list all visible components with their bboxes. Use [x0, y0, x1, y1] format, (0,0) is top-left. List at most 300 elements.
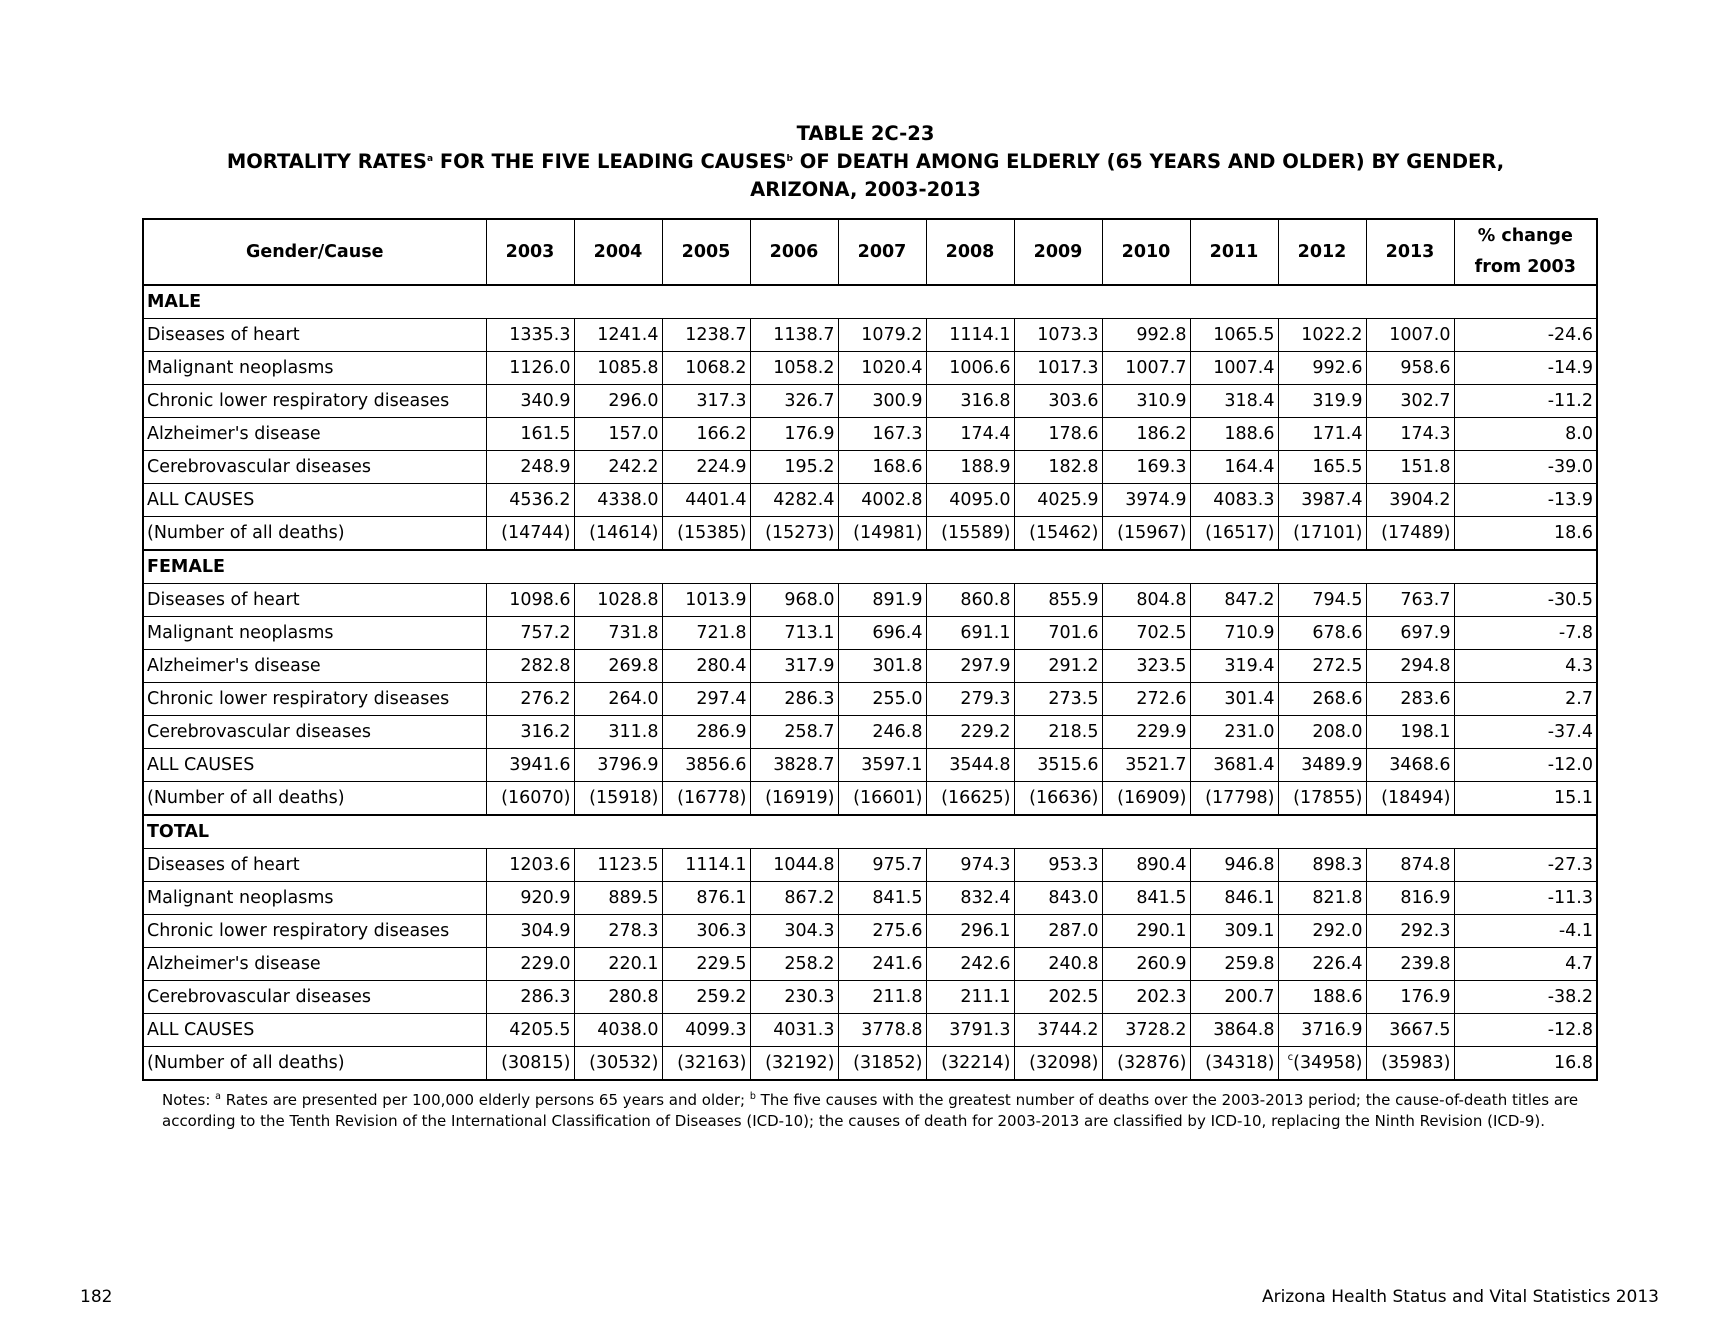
table-cell: (16919): [750, 782, 838, 816]
table-cell: 311.8: [574, 716, 662, 749]
pct-change-cell: 16.8: [1454, 1047, 1597, 1081]
pct-change-cell: -4.1: [1454, 915, 1597, 948]
table-cell: 992.6: [1278, 352, 1366, 385]
pct-change-cell: -7.8: [1454, 617, 1597, 650]
table-cell: 242.2: [574, 451, 662, 484]
table-cell: 3681.4: [1190, 749, 1278, 782]
table-cell: 178.6: [1014, 418, 1102, 451]
header-year: 2013: [1366, 219, 1454, 285]
table-row: [143, 451, 1597, 484]
table-cell: (15918): [574, 782, 662, 816]
table-cell: (15385): [662, 517, 750, 551]
table-cell: 1068.2: [662, 352, 750, 385]
row-label: Malignant neoplasms: [143, 352, 486, 385]
table-row: [143, 749, 1597, 782]
table-cell: 258.7: [750, 716, 838, 749]
table-cell: (17798): [1190, 782, 1278, 816]
table-cell: (14981): [838, 517, 926, 551]
table-cell: 874.8: [1366, 849, 1454, 882]
table-cell: 846.1: [1190, 882, 1278, 915]
table-cell: 151.8: [1366, 451, 1454, 484]
table-cell: 3856.6: [662, 749, 750, 782]
row-label: (Number of all deaths): [143, 517, 486, 551]
table-cell: 290.1: [1102, 915, 1190, 948]
table-cell: 691.1: [926, 617, 1014, 650]
table-cell: 1022.2: [1278, 319, 1366, 352]
row-label: Alzheimer's disease: [143, 418, 486, 451]
table-cell: 240.8: [1014, 948, 1102, 981]
table-cell: 855.9: [1014, 584, 1102, 617]
table-cell: 975.7: [838, 849, 926, 882]
table-cell: 1017.3: [1014, 352, 1102, 385]
pct-change-cell: 18.6: [1454, 517, 1597, 551]
pct-change-cell: 8.0: [1454, 418, 1597, 451]
table-cell: 721.8: [662, 617, 750, 650]
table-cell: 1079.2: [838, 319, 926, 352]
table-cell: 229.5: [662, 948, 750, 981]
table-cell: 757.2: [486, 617, 574, 650]
table-cell: 1028.8: [574, 584, 662, 617]
row-label: Diseases of heart: [143, 849, 486, 882]
table-cell: 242.6: [926, 948, 1014, 981]
table-cell: 229.0: [486, 948, 574, 981]
table-cell: (17489): [1366, 517, 1454, 551]
table-cell: 860.8: [926, 584, 1014, 617]
table-row: [143, 882, 1597, 915]
table-cell: 157.0: [574, 418, 662, 451]
table-cell: 1020.4: [838, 352, 926, 385]
table-cell: 1006.6: [926, 352, 1014, 385]
table-cell: 696.4: [838, 617, 926, 650]
notes-footnote-a: a: [215, 1091, 221, 1102]
table-cell: 211.1: [926, 981, 1014, 1014]
pct-change-cell: 15.1: [1454, 782, 1597, 816]
table-cell: (34318): [1190, 1047, 1278, 1081]
table-cell: (32214): [926, 1047, 1014, 1081]
pct-change-cell: 4.3: [1454, 650, 1597, 683]
table-cell: 794.5: [1278, 584, 1366, 617]
table-cell: (15967): [1102, 517, 1190, 551]
header-year: 2004: [574, 219, 662, 285]
table-cell: 889.5: [574, 882, 662, 915]
table-cell: 1114.1: [926, 319, 1014, 352]
table-cell: 3904.2: [1366, 484, 1454, 517]
table-cell: 3974.9: [1102, 484, 1190, 517]
notes-text-b: The five causes with the greatest number of deaths over the 2003-2013 period; the cause-of-death titles are according to the Tenth Revision of the International Classification of Diseases (ICD-10); the causes of death for 2003-2013 are classified by ICD-10, replacing the Ninth Revision (ICD-9).: [162, 1091, 1579, 1130]
table-row: [143, 385, 1597, 418]
table-cell: 4095.0: [926, 484, 1014, 517]
row-label: Cerebrovascular diseases: [143, 451, 486, 484]
table-cell: 186.2: [1102, 418, 1190, 451]
table-subtitle: ARIZONA, 2003-2013: [750, 178, 981, 201]
table-cell: 169.3: [1102, 451, 1190, 484]
table-cell: 968.0: [750, 584, 838, 617]
title-part2: FOR THE FIVE LEADING CAUSES: [433, 150, 787, 173]
cell-footnote-mark: c: [1287, 1052, 1294, 1063]
table-cell: 317.9: [750, 650, 838, 683]
table-cell: 890.4: [1102, 849, 1190, 882]
table-cell: 283.6: [1366, 683, 1454, 716]
table-cell: 279.3: [926, 683, 1014, 716]
table-cell: 167.3: [838, 418, 926, 451]
table-cell: 272.6: [1102, 683, 1190, 716]
cell-value: (34958): [1293, 1053, 1363, 1073]
table-row: [143, 981, 1597, 1014]
table-cell: 4536.2: [486, 484, 574, 517]
table-cell: 697.9: [1366, 617, 1454, 650]
table-cell: (32163): [662, 1047, 750, 1081]
table-cell: 1044.8: [750, 849, 838, 882]
table-cell: (31852): [838, 1047, 926, 1081]
table-cell: 974.3: [926, 849, 1014, 882]
table-cell: 318.4: [1190, 385, 1278, 418]
pct-change-cell: -27.3: [1454, 849, 1597, 882]
table-cell: 702.5: [1102, 617, 1190, 650]
table-cell: 264.0: [574, 683, 662, 716]
table-cell: 1007.7: [1102, 352, 1190, 385]
table-cell: 198.1: [1366, 716, 1454, 749]
section-label: TOTAL: [143, 815, 1597, 849]
notes-text-a: Rates are presented per 100,000 elderly persons 65 years and older;: [220, 1091, 750, 1109]
table-cell: 286.3: [750, 683, 838, 716]
header-year: 2011: [1190, 219, 1278, 285]
table-cell: 296.0: [574, 385, 662, 418]
header-year: 2003: [486, 219, 574, 285]
table-row: [143, 915, 1597, 948]
mortality-table: [142, 218, 1598, 1081]
table-cell: 188.9: [926, 451, 1014, 484]
table-cell: (14744): [486, 517, 574, 551]
pct-change-cell: -14.9: [1454, 352, 1597, 385]
table-cell: 319.4: [1190, 650, 1278, 683]
table-cell: 302.7: [1366, 385, 1454, 418]
table-cell: 340.9: [486, 385, 574, 418]
table-cell: 269.8: [574, 650, 662, 683]
table-cell: 291.2: [1014, 650, 1102, 683]
table-cell: 3791.3: [926, 1014, 1014, 1047]
table-cell: 1007.0: [1366, 319, 1454, 352]
section-label: FEMALE: [143, 550, 1597, 584]
table-cell: 1238.7: [662, 319, 750, 352]
table-cell: 218.5: [1014, 716, 1102, 749]
table-cell: 275.6: [838, 915, 926, 948]
table-row: [143, 517, 1597, 551]
table-row: [143, 650, 1597, 683]
table-cell: 316.8: [926, 385, 1014, 418]
table-cell: 3778.8: [838, 1014, 926, 1047]
table-cell: 4282.4: [750, 484, 838, 517]
row-label: Alzheimer's disease: [143, 948, 486, 981]
table-cell: 710.9: [1190, 617, 1278, 650]
table-cell: 229.2: [926, 716, 1014, 749]
table-cell: 182.8: [1014, 451, 1102, 484]
table-cell: 273.5: [1014, 683, 1102, 716]
table-cell: 296.1: [926, 915, 1014, 948]
table-cell: (15462): [1014, 517, 1102, 551]
table-cell: 946.8: [1190, 849, 1278, 882]
table-cell: 1073.3: [1014, 319, 1102, 352]
table-cell: 297.4: [662, 683, 750, 716]
table-cell: (30532): [574, 1047, 662, 1081]
table-cell: 176.9: [1366, 981, 1454, 1014]
table-cell: 323.5: [1102, 650, 1190, 683]
table-row: [143, 683, 1597, 716]
table-cell: 1085.8: [574, 352, 662, 385]
pct-change-cell: -11.2: [1454, 385, 1597, 418]
table-cell: 3597.1: [838, 749, 926, 782]
pct-change-cell: -11.3: [1454, 882, 1597, 915]
table-cell: 164.4: [1190, 451, 1278, 484]
header-year: 2006: [750, 219, 838, 285]
table-cell: 1114.1: [662, 849, 750, 882]
table-row: [143, 849, 1597, 882]
table-cell: 4038.0: [574, 1014, 662, 1047]
pct-change-cell: -24.6: [1454, 319, 1597, 352]
table-cell: 168.6: [838, 451, 926, 484]
table-cell: 287.0: [1014, 915, 1102, 948]
table-cell: 319.9: [1278, 385, 1366, 418]
pct-change-cell: -39.0: [1454, 451, 1597, 484]
title-footnote-a: a: [426, 154, 434, 164]
table-cell: 867.2: [750, 882, 838, 915]
header-year: 2009: [1014, 219, 1102, 285]
table-cell: (16070): [486, 782, 574, 816]
row-label: (Number of all deaths): [143, 1047, 486, 1081]
pct-change-cell: -12.8: [1454, 1014, 1597, 1047]
table-cell: 843.0: [1014, 882, 1102, 915]
table-cell: 230.3: [750, 981, 838, 1014]
table-cell: (14614): [574, 517, 662, 551]
table-cell: 280.8: [574, 981, 662, 1014]
table-cell: 3796.9: [574, 749, 662, 782]
table-cell: 701.6: [1014, 617, 1102, 650]
table-cell: 1335.3: [486, 319, 574, 352]
table-cell: 841.5: [1102, 882, 1190, 915]
table-cell: (16636): [1014, 782, 1102, 816]
table-cell: 226.4: [1278, 948, 1366, 981]
table-cell: (35983): [1366, 1047, 1454, 1081]
header-year: 2010: [1102, 219, 1190, 285]
table-cell: 161.5: [486, 418, 574, 451]
table-cell: (16909): [1102, 782, 1190, 816]
table-cell: 1013.9: [662, 584, 750, 617]
table-cell: 166.2: [662, 418, 750, 451]
table-cell: [1278, 1047, 1366, 1081]
table-cell: 294.8: [1366, 650, 1454, 683]
table-cell: (32876): [1102, 1047, 1190, 1081]
header-pct-line1: % change: [1477, 226, 1573, 246]
table-cell: 202.5: [1014, 981, 1102, 1014]
table-cell: 241.6: [838, 948, 926, 981]
row-label: Alzheimer's disease: [143, 650, 486, 683]
table-row: [143, 782, 1597, 816]
table-cell: (15589): [926, 517, 1014, 551]
table-cell: 3728.2: [1102, 1014, 1190, 1047]
table-cell: 259.2: [662, 981, 750, 1014]
notes-footnote-b: b: [749, 1091, 756, 1102]
table-cell: 1007.4: [1190, 352, 1278, 385]
table-title: [0, 148, 1731, 176]
header-gender-cause: Gender/Cause: [143, 219, 486, 285]
table-number: TABLE 2C-23: [796, 122, 935, 145]
title-part1: MORTALITY RATES: [226, 150, 427, 173]
table-cell: 731.8: [574, 617, 662, 650]
pct-change-cell: 4.7: [1454, 948, 1597, 981]
header-year: 2005: [662, 219, 750, 285]
table-cell: 3667.5: [1366, 1014, 1454, 1047]
table-cell: 301.8: [838, 650, 926, 683]
table-cell: 211.8: [838, 981, 926, 1014]
table-row: [143, 948, 1597, 981]
table-cell: 4099.3: [662, 1014, 750, 1047]
table-cell: 304.3: [750, 915, 838, 948]
table-cell: 202.3: [1102, 981, 1190, 1014]
row-label: Chronic lower respiratory diseases: [143, 683, 486, 716]
table-cell: 891.9: [838, 584, 926, 617]
table-cell: (15273): [750, 517, 838, 551]
table-cell: 259.8: [1190, 948, 1278, 981]
table-cell: 841.5: [838, 882, 926, 915]
table-row: [143, 484, 1597, 517]
table-cell: 224.9: [662, 451, 750, 484]
table-cell: 300.9: [838, 385, 926, 418]
table-notes: [162, 1090, 1602, 1132]
table-cell: 3987.4: [1278, 484, 1366, 517]
table-cell: 246.8: [838, 716, 926, 749]
table-row: [143, 584, 1597, 617]
table-cell: 208.0: [1278, 716, 1366, 749]
table-cell: 4083.3: [1190, 484, 1278, 517]
table-cell: 763.7: [1366, 584, 1454, 617]
table-cell: 1098.6: [486, 584, 574, 617]
table-cell: (16601): [838, 782, 926, 816]
table-cell: (16625): [926, 782, 1014, 816]
table-cell: (30815): [486, 1047, 574, 1081]
table-cell: 3544.8: [926, 749, 1014, 782]
publication-title: Arizona Health Status and Vital Statistics 2013: [1261, 1287, 1659, 1307]
table-cell: 310.9: [1102, 385, 1190, 418]
section-row: [143, 550, 1597, 584]
table-cell: 239.8: [1366, 948, 1454, 981]
table-cell: 195.2: [750, 451, 838, 484]
table-cell: 176.9: [750, 418, 838, 451]
table-cell: 816.9: [1366, 882, 1454, 915]
table-cell: 200.7: [1190, 981, 1278, 1014]
table-body: [143, 285, 1597, 1080]
row-label: ALL CAUSES: [143, 1014, 486, 1047]
table-cell: 229.9: [1102, 716, 1190, 749]
table-header: [143, 219, 1597, 285]
table-cell: 268.6: [1278, 683, 1366, 716]
table-cell: 174.3: [1366, 418, 1454, 451]
table-cell: (16517): [1190, 517, 1278, 551]
table-cell: 1065.5: [1190, 319, 1278, 352]
table-cell: 286.3: [486, 981, 574, 1014]
table-row: [143, 1047, 1597, 1081]
row-label: Chronic lower respiratory diseases: [143, 915, 486, 948]
table-cell: 847.2: [1190, 584, 1278, 617]
table-cell: 3828.7: [750, 749, 838, 782]
page-number: 182: [80, 1287, 113, 1307]
table-cell: 306.3: [662, 915, 750, 948]
header-row: [143, 219, 1597, 285]
table-cell: 992.8: [1102, 319, 1190, 352]
pct-change-cell: -37.4: [1454, 716, 1597, 749]
table-cell: 678.6: [1278, 617, 1366, 650]
table-cell: (17855): [1278, 782, 1366, 816]
table-cell: 876.1: [662, 882, 750, 915]
row-label: Diseases of heart: [143, 584, 486, 617]
table-cell: 3521.7: [1102, 749, 1190, 782]
row-label: Chronic lower respiratory diseases: [143, 385, 486, 418]
table-cell: 326.7: [750, 385, 838, 418]
section-label: MALE: [143, 285, 1597, 319]
table-cell: 260.9: [1102, 948, 1190, 981]
table-cell: 958.6: [1366, 352, 1454, 385]
pct-change-cell: -38.2: [1454, 981, 1597, 1014]
table-cell: 171.4: [1278, 418, 1366, 451]
table-row: [143, 352, 1597, 385]
table-cell: 280.4: [662, 650, 750, 683]
table-cell: 920.9: [486, 882, 574, 915]
table-cell: 3468.6: [1366, 749, 1454, 782]
table-cell: (18494): [1366, 782, 1454, 816]
table-cell: 292.3: [1366, 915, 1454, 948]
header-pct-line2: from 2003: [1474, 257, 1576, 277]
table-cell: 3716.9: [1278, 1014, 1366, 1047]
pct-change-cell: -13.9: [1454, 484, 1597, 517]
table-cell: 165.5: [1278, 451, 1366, 484]
table-cell: 953.3: [1014, 849, 1102, 882]
row-label: Diseases of heart: [143, 319, 486, 352]
table-cell: 821.8: [1278, 882, 1366, 915]
table-cell: 1203.6: [486, 849, 574, 882]
table-cell: 1138.7: [750, 319, 838, 352]
table-cell: 832.4: [926, 882, 1014, 915]
table-cell: (32098): [1014, 1047, 1102, 1081]
notes-prefix: Notes:: [162, 1091, 216, 1109]
table-row: [143, 418, 1597, 451]
header-year: 2008: [926, 219, 1014, 285]
table-cell: 220.1: [574, 948, 662, 981]
table-cell: 3864.8: [1190, 1014, 1278, 1047]
table-cell: 303.6: [1014, 385, 1102, 418]
table-cell: 713.1: [750, 617, 838, 650]
table-cell: 4025.9: [1014, 484, 1102, 517]
section-row: [143, 285, 1597, 319]
table-cell: 248.9: [486, 451, 574, 484]
table-cell: 282.8: [486, 650, 574, 683]
section-row: [143, 815, 1597, 849]
header-pct-change: [1454, 219, 1597, 285]
table-cell: 286.9: [662, 716, 750, 749]
table-row: [143, 319, 1597, 352]
row-label: Malignant neoplasms: [143, 882, 486, 915]
table-cell: 292.0: [1278, 915, 1366, 948]
pct-change-cell: -12.0: [1454, 749, 1597, 782]
row-label: ALL CAUSES: [143, 749, 486, 782]
table-cell: 4205.5: [486, 1014, 574, 1047]
table-cell: 231.0: [1190, 716, 1278, 749]
table-cell: 309.1: [1190, 915, 1278, 948]
table-cell: 316.2: [486, 716, 574, 749]
row-label: ALL CAUSES: [143, 484, 486, 517]
table-cell: 3515.6: [1014, 749, 1102, 782]
table-cell: 174.4: [926, 418, 1014, 451]
table-cell: 278.3: [574, 915, 662, 948]
table-cell: 3744.2: [1014, 1014, 1102, 1047]
table-cell: 272.5: [1278, 650, 1366, 683]
